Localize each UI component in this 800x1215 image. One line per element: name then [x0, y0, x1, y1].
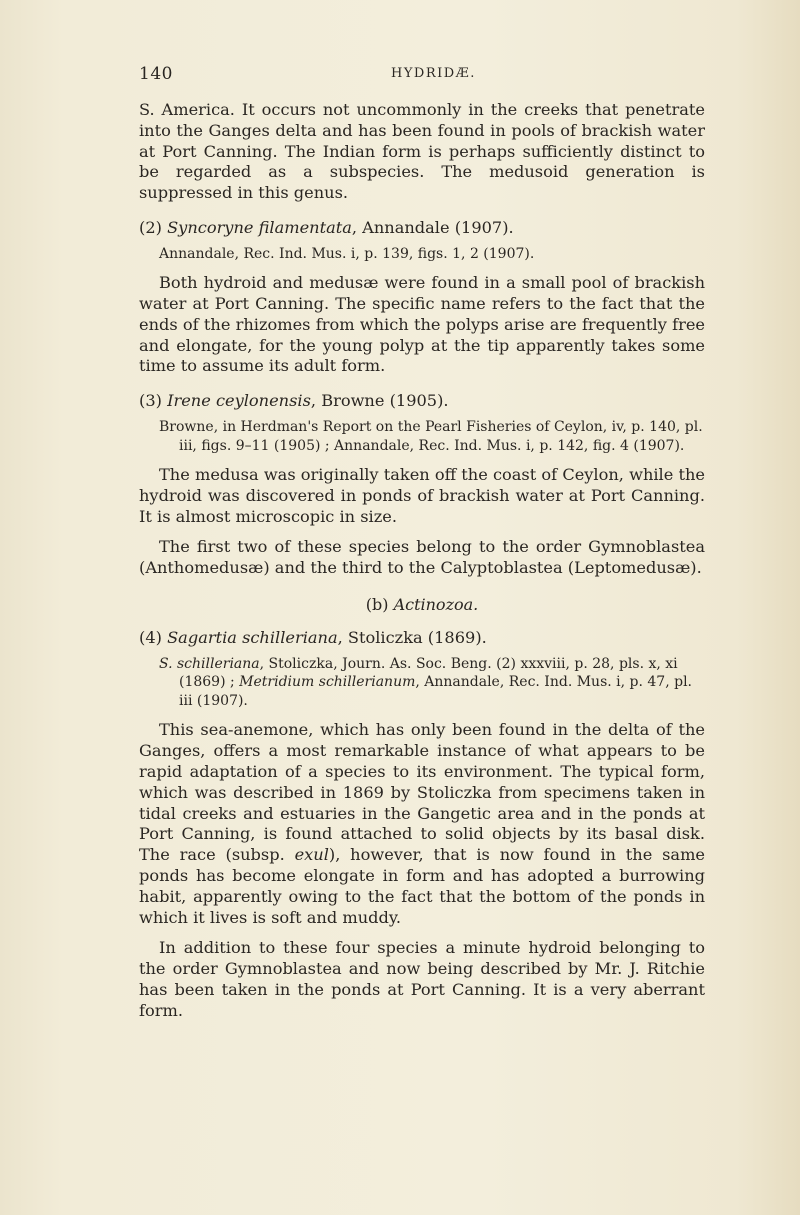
species-name: Irene ceylonensis [167, 391, 311, 411]
page-body [139, 100, 705, 1022]
running-head [139, 64, 704, 86]
species-heading-4 [139, 628, 705, 649]
species-authority: , Stoliczka (1869). [337, 628, 487, 648]
page-number: 140 [139, 64, 173, 84]
subspecies-name: exul [294, 845, 329, 865]
ref-text: , Annandale, Rec. Ind. Mus. i, p. 47, pl. iii (1907). [179, 674, 692, 709]
species-reference [159, 655, 705, 711]
ref-species-name: S. schilleriana [159, 655, 260, 672]
species-name: Syncoryne filamentata [167, 217, 352, 237]
text-run: This sea-anemone, which has only been found in the delta of the Ganges, offers a most remarkable instance of what appears to be rapid adaptation of a species to its environment. The typical form, which was described in 1869 by Stoliczka from specimens taken in tidal creeks and estuaries in the Gangetic area and in the ponds at Port Canning, is found attached to solid objects by its basal disk. The race (subsp. [139, 720, 705, 865]
species-heading-2 [139, 218, 705, 239]
species-reference: Browne, in Herdman's Report on the Pearl Fisheries of Ceylon, iv, p. 140, pl. iii, figs. 9–11 (1905) ; Annandale, Rec. Ind. Mus. i, p. 142, fig. 4 (1907). [159, 419, 703, 454]
ref-text: , Stoliczka, Journ. As. Soc. Beng. (2) xxxviii, p. 28, pls. x, xi (1869) ; [179, 655, 678, 691]
section-letter: (b) [365, 595, 389, 615]
section-heading [139, 595, 705, 614]
running-title: HYDRIDÆ. [391, 66, 476, 81]
species-description [139, 720, 705, 928]
ref-species-name: Metridium schillerianum [239, 674, 416, 691]
species-number: (3) [139, 391, 162, 411]
species-description: Both hydroid and medusæ were found in a small pool of brackish water at Port Canning. The specific name refers to the fact that the ends of the rhizomes from which the polyps arise are frequently free and elongate, for the young polyp at the tip apparently takes some time to assume its adult form. [139, 273, 705, 376]
species-name: Sagartia schilleriana [167, 628, 338, 648]
species-authority: , Annandale (1907). [351, 217, 514, 237]
species-number: (2) [139, 217, 162, 237]
species-number: (4) [139, 628, 162, 648]
classification-paragraph: The first two of these species belong to the order Gymnoblastea (Anthomedusæ) and the third to the Calyptoblastea (Leptomedusæ). [139, 537, 705, 578]
species-heading-3 [139, 391, 705, 412]
section-title: Actinozoa. [393, 595, 479, 615]
closing-paragraph: In addition to these four species a minute hydroid belonging to the order Gymnoblastea and now being described by Mr. J. Ritchie has been taken in the ponds at Port Canning. It is a very aberrant form. [139, 938, 705, 1020]
species-description: The medusa was originally taken off the coast of Ceylon, while the hydroid was discovered in ponds of brackish water at Port Canning. It is almost microscopic in size. [139, 465, 705, 526]
species-reference: Annandale, Rec. Ind. Mus. i, p. 139, figs. 1, 2 (1907). [159, 245, 535, 262]
species-authority: , Browne (1905). [310, 391, 449, 411]
intro-paragraph: S. America. It occurs not uncommonly in the creeks that penetrate into the Ganges delta and has been found in pools of brackish water at Port Canning. The Indian form is perhaps sufficiently distinct to be regarded as a subspecies. The medusoid generation is suppressed in this genus. [139, 100, 705, 203]
text-run: ), however, that is now found in the same ponds has become elongate in form and has adopted a burrowing habit, apparently owing to the fact that the bottom of the ponds in which it lives is soft and muddy. [139, 845, 706, 927]
